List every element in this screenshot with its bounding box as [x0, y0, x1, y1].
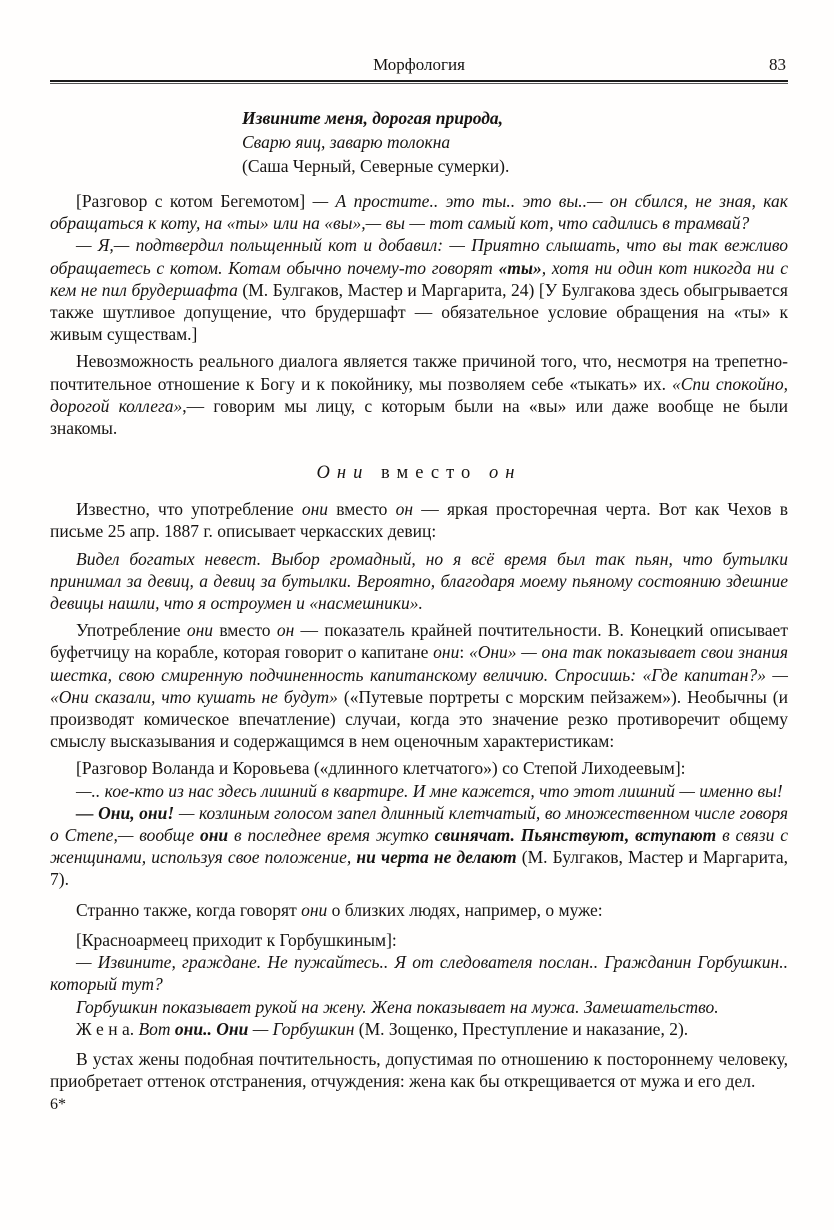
text-run: Странно также, когда говорят	[76, 899, 302, 920]
text-run: вместо	[369, 463, 489, 484]
text-run: они	[186, 620, 214, 641]
text-run: они.. Они	[174, 1018, 249, 1039]
text-run: — А простите.. это ты.. это вы..— он сбился, не зная, как обращаться к коту, на «ты» или на «вы»,— вы — тот самый кот, что садились в трамвай?	[50, 191, 788, 234]
stage-direction-gorbushkin	[50, 929, 788, 951]
text-run: [Разговор Воланда и Коровьева («длинного клетчатого») со Степой Лиходеевым]:	[76, 758, 686, 779]
paragraph-impossible-dialogue	[50, 350, 788, 439]
text-run: «Спи спокойно, дорогой коллега»	[50, 373, 788, 416]
paragraph-conclusion	[50, 1048, 788, 1092]
text-run: ни черта не делают	[356, 847, 517, 868]
text-run: он	[276, 620, 295, 641]
epigraph-attribution	[242, 154, 788, 178]
text-run: (М. Зощенко, Преступление и наказание, 2).	[358, 1018, 689, 1039]
text-run: Ж е н а.	[76, 1018, 139, 1039]
page-header	[50, 54, 788, 78]
text-run: [Разговор с котом Бегемотом]	[76, 191, 313, 211]
text-run: они	[301, 499, 329, 520]
text-run: (М. Булгаков, Мастер и Маргарита, 7).	[50, 847, 788, 890]
narration-gorbushkin	[50, 996, 788, 1018]
text-run: свинячат. Пьянствуют, вступают	[434, 825, 717, 846]
paragraph-begemot-dialogue	[50, 190, 788, 234]
page-number: 83	[769, 55, 786, 74]
text-run: «ты»	[498, 257, 542, 278]
dialogue-krasnoarmeec	[50, 951, 788, 995]
text-run: ,— говорим мы лицу, с которым были на «вы» или даже вообще не были знакомы.	[50, 395, 788, 439]
dialogue-woland-line-1	[50, 780, 788, 802]
text-run: :	[459, 642, 469, 663]
text-run: (М. Булгаков, Мастер и Маргарита, 24) [У Булгакова здесь обыгрывается также шутливое допущение, что брудершафт — обязательное условие обращения на «ты» к живым существам.]	[50, 279, 788, 345]
text-run: о близких людях, например, о муже:	[327, 899, 603, 920]
text-run: «Они» — она так показывает свои знания шестка, свою смиренную подчиненность капитанскому величию. Спросишь: «Где капитан?» — «Они сказали, что кушать не будут»	[50, 642, 788, 707]
text-run: , хотя ни один кот никогда ни с кем не пил брудершафта	[50, 257, 788, 300]
text-run: они	[301, 899, 328, 920]
paragraph-izvestno	[50, 498, 788, 542]
text-run: («Путевые портреты с морским пейзажем»). Необычны (и производят комическое впечатление) случаи, когда это значение резко противоречит общему смыслу высказывания и содержащимся в нем оценочным характеристикам:	[50, 686, 788, 752]
header-rule-thick	[50, 80, 788, 82]
text-run: в последнее время жутко	[228, 825, 435, 846]
text-run: Невозможность реального диалога является также причиной того, что, несмотря на трепетно-почтительное отношение к Богу и к покойнику, мы позволяем себе «тыкать» их.	[50, 351, 788, 394]
text-run: — Я,— подтвердил польщенный кот и добавил: — Приятно слышать, что вы так вежливо обращаетесь с котом. Котам обычно почему-то говорят	[50, 235, 788, 278]
text-run: вместо	[213, 620, 277, 641]
header-rule-thin	[50, 83, 788, 84]
dialogue-woland-line-2	[50, 802, 788, 891]
signature-mark: 6*	[50, 1096, 66, 1114]
paragraph-stranno	[50, 899, 788, 921]
text-run: он	[488, 463, 522, 484]
text-run: — Горбушкин	[248, 1018, 359, 1039]
text-run: Они	[316, 463, 370, 484]
text-run: Горбушкин показывает рукой на жену. Жена показывает на мужа. Замешательство.	[76, 996, 719, 1017]
text-run: Извините меня, дорогая природа,	[242, 108, 504, 128]
text-run: (Саша Черный, Северные сумерки).	[242, 156, 510, 176]
paragraph-begemot-reply	[50, 234, 788, 345]
dialogue-wife	[50, 1018, 788, 1040]
section-heading	[50, 463, 788, 484]
text-run: В устах жены подобная почтительность, допустимая по отношению к постороннему человеку, приобретает оттенок отстранения, отчуждения: жена как бы открещивается от мужа и его дел.	[50, 1048, 788, 1092]
text-run: Употребление	[76, 620, 187, 641]
text-run: —.. кое-кто из нас здесь лишний в квартире. И мне кажется, что этот лишний — именно вы!	[76, 780, 783, 801]
text-run: они	[433, 642, 460, 663]
text-run: — Они, они!	[76, 802, 175, 823]
text-run: он	[395, 499, 414, 520]
paragraph-upotreblenie	[50, 619, 788, 752]
epigraph-line-1	[242, 106, 788, 130]
text-run: Видел богатых невест. Выбор громадный, но я всё время был так пьян, что бутылки принимал за девиц, а девиц за бутылки. Вероятно, благодаря моему пьяному состоянию здешние девицы нашли, что я остроумен и «насмешники».	[50, 548, 788, 614]
text-run: Известно, что употребление	[76, 499, 302, 520]
epigraph	[242, 106, 788, 178]
text-run: в связи с женщинами, используя свое положение,	[50, 825, 788, 868]
block-quote-chekhov	[50, 548, 788, 615]
text-run: — козлиным голосом запел длинный клетчатый, во множественном числе говоря о Степе,— вообще	[50, 802, 788, 846]
stage-direction-woland	[50, 757, 788, 779]
header-rule	[50, 80, 788, 84]
text-run: — Извините, граждане. Не пужайтесь.. Я от следователя послан.. Гражданин Горбушкин.. который тут?	[50, 952, 788, 995]
text-run: [Красноармеец приходит к Горбушкиным]:	[76, 929, 397, 950]
text-run: Сварю яиц, заварю толокна	[242, 132, 451, 152]
text-run: Вот	[138, 1018, 175, 1039]
text-run: вместо	[328, 499, 396, 520]
epigraph-line-2	[242, 130, 788, 154]
text-run: — яркая просторечная черта. Вот как Чехов в письме 25 апр. 1887 г. описывает черкасских девиц:	[50, 499, 788, 542]
running-title: Морфология	[373, 55, 465, 74]
text-run: — показатель крайней почтительности. В. Конецкий описывает буфетчицу на корабле, которая говорит о капитане	[50, 620, 788, 663]
text-run: они	[199, 825, 229, 846]
